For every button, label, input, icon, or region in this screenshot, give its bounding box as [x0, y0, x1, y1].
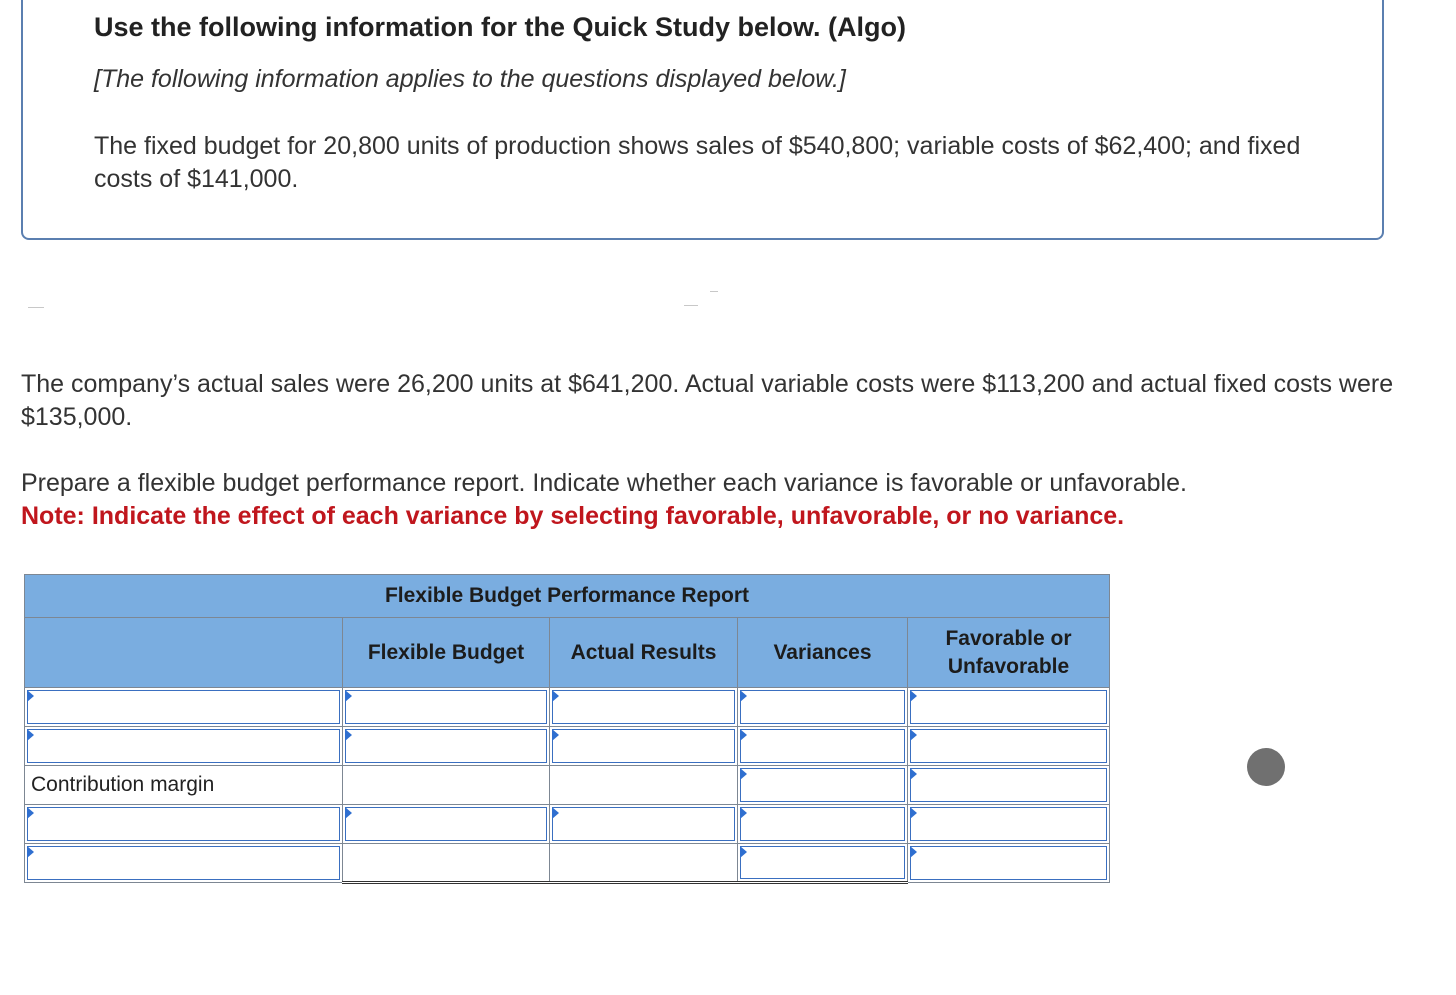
- col-flexible-budget: Flexible Budget: [343, 618, 550, 688]
- row-label-input[interactable]: [25, 844, 343, 883]
- variance-input[interactable]: [738, 805, 908, 844]
- row-label-input[interactable]: [25, 727, 343, 766]
- col-variances: Variances: [738, 618, 908, 688]
- row-label-input[interactable]: [25, 688, 343, 727]
- variance-input[interactable]: [738, 844, 908, 883]
- dropdown-icon: [27, 690, 34, 702]
- dropdown-icon: [740, 807, 747, 819]
- table-row: [25, 805, 1110, 844]
- actual-results-input[interactable]: [550, 805, 738, 844]
- flexible-budget-input[interactable]: [343, 805, 550, 844]
- dropdown-icon: [27, 729, 34, 741]
- fav-unfav-select[interactable]: [908, 805, 1110, 844]
- actual-results-value: [550, 766, 738, 805]
- dropdown-icon: [552, 807, 559, 819]
- dropdown-icon: [910, 846, 917, 858]
- table-row: [25, 688, 1110, 727]
- dropdown-icon: [740, 690, 747, 702]
- actual-results-text: The company’s actual sales were 26,200 units at $641,200. Actual variable costs were $113,200 and actual fixed costs were $135,000.: [21, 370, 1394, 431]
- dropdown-icon: [345, 807, 352, 819]
- scan-artifact: [28, 307, 44, 308]
- info-body: The fixed budget for 20,800 units of production shows sales of $540,800; variable costs of $62,400; and fixed costs of $141,000.: [94, 132, 1301, 193]
- dropdown-icon: [910, 807, 917, 819]
- variance-input[interactable]: [738, 688, 908, 727]
- table-row: [25, 844, 1110, 883]
- cursor-dot-icon: [1247, 748, 1285, 786]
- note: Note: Indicate the effect of each variance by selecting favorable, unfavorable, or no variance.: [21, 502, 1125, 530]
- actual-results-input[interactable]: [550, 727, 738, 766]
- table-row: [25, 766, 1110, 805]
- fav-unfav-select[interactable]: [908, 766, 1110, 805]
- col-fav-unfav: Favorable or Unfavorable: [908, 618, 1110, 688]
- report-title: Flexible Budget Performance Report: [25, 575, 1110, 618]
- fav-unfav-select[interactable]: [908, 844, 1110, 883]
- flexible-budget-value: [343, 766, 550, 805]
- flexible-budget-input[interactable]: [343, 688, 550, 727]
- scan-artifact: [710, 291, 718, 292]
- dropdown-icon: [910, 768, 917, 780]
- dropdown-icon: [552, 729, 559, 741]
- contribution-margin-label: Contribution margin: [25, 766, 343, 805]
- flexible-budget-report: [24, 574, 1110, 884]
- info-title: Use the following information for the Quick Study below. (Algo): [94, 12, 906, 42]
- info-subtitle: [The following information applies to the questions displayed below.]: [94, 65, 846, 93]
- dropdown-icon: [552, 690, 559, 702]
- dropdown-icon: [27, 846, 34, 858]
- actual-results-input[interactable]: [550, 688, 738, 727]
- col-actual-results: Actual Results: [550, 618, 738, 688]
- instruction: Prepare a flexible budget performance report. Indicate whether each variance is favorable or unfavorable.: [21, 469, 1187, 497]
- dropdown-icon: [740, 729, 747, 741]
- dropdown-icon: [740, 846, 747, 858]
- fav-unfav-select[interactable]: [908, 688, 1110, 727]
- flexible-budget-total: [343, 844, 550, 883]
- dropdown-icon: [27, 807, 34, 819]
- instruction-text: [21, 467, 1431, 533]
- dropdown-icon: [345, 729, 352, 741]
- fav-unfav-select[interactable]: [908, 727, 1110, 766]
- dropdown-icon: [345, 690, 352, 702]
- dropdown-icon: [740, 768, 747, 780]
- header-blank: [25, 618, 343, 688]
- scan-artifact: [684, 305, 698, 306]
- row-label-input[interactable]: [25, 805, 343, 844]
- variance-input[interactable]: [738, 766, 908, 805]
- variance-input[interactable]: [738, 727, 908, 766]
- actual-results-total: [550, 844, 738, 883]
- flexible-budget-input[interactable]: [343, 727, 550, 766]
- dropdown-icon: [910, 690, 917, 702]
- table-row: [25, 727, 1110, 766]
- dropdown-icon: [910, 729, 917, 741]
